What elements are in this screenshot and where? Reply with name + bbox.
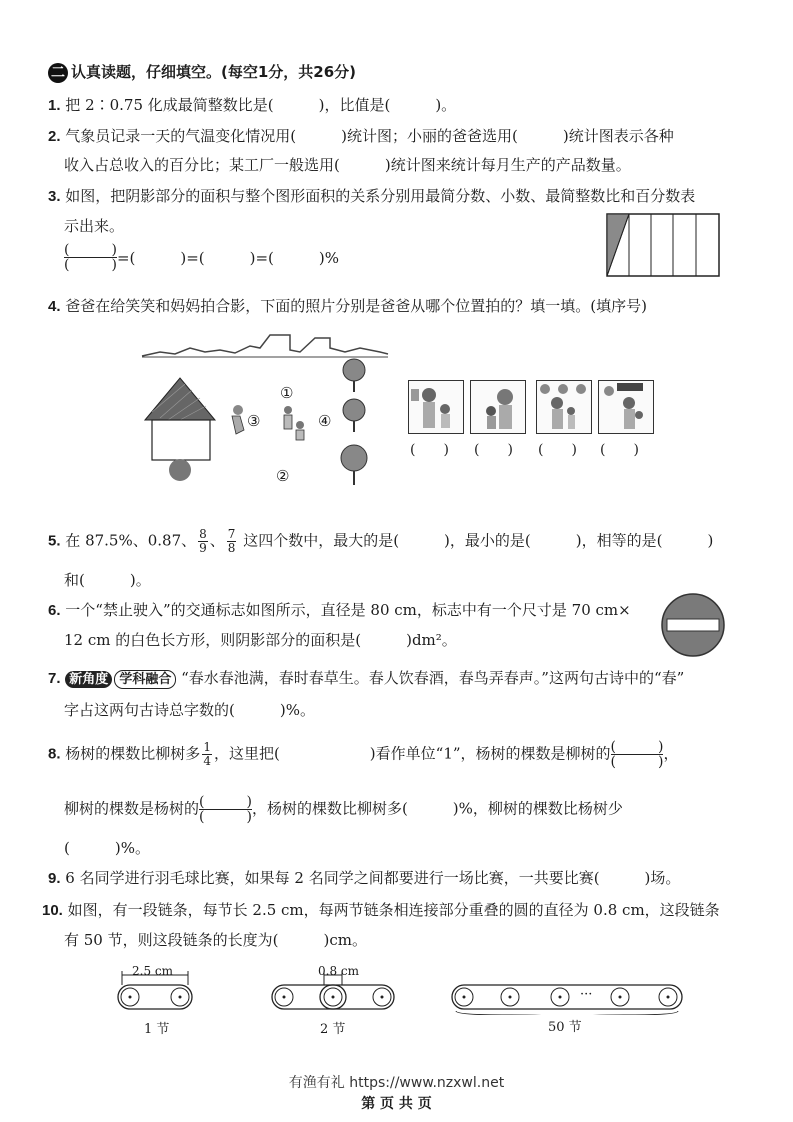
question-text: “春水春池满，春时春草生。春人饮春酒，春鸟弄春声。”这两句古诗中的“春” [181, 669, 685, 687]
caption-1-link: 1 节 [144, 1022, 170, 1037]
question-text: 气象员记录一天的气温变化情况用( )统计图；小丽的爸爸选用( )统计图表示各种 [65, 127, 674, 145]
question-text: 有 50 节，则这段链条的长度为( )cm。 [64, 931, 367, 949]
section-number-icon: 二 [48, 63, 68, 83]
numerator: 1 [203, 740, 211, 754]
question-8-line3 [64, 838, 150, 858]
question-text: 把 2∶0.75 化成最简整数比是( )，比值是( )。 [65, 96, 457, 114]
question-9 [48, 868, 680, 889]
shaded-rectangle-figure [606, 213, 720, 277]
denominator: 9 [199, 541, 207, 555]
section-header [48, 62, 356, 83]
position-mark-3: ③ [247, 412, 261, 430]
chain-fifty-link-figure [450, 975, 690, 1015]
question-3-answer-row [64, 243, 339, 272]
new-angle-badge: 新角度 [65, 671, 112, 688]
question-3-line2 [64, 216, 124, 236]
numerator: 8 [199, 527, 207, 541]
question-number: 6. [48, 602, 61, 619]
answer-blank-3[interactable]: ( ) [538, 442, 577, 458]
page-indicator: 第 页 共 页 [361, 1096, 432, 1112]
photo-position-scene [140, 330, 390, 500]
numerator: 7 [227, 527, 236, 541]
question-8 [48, 740, 679, 769]
question-text: 如图，把阴影部分的面积与整个图形面积的关系分别用最简分数、小数、最简整数比和百分数表 [65, 187, 696, 205]
fraction-blank [199, 795, 252, 824]
photo-option-3 [536, 380, 592, 434]
answer-blank-1[interactable]: ( ) [410, 442, 449, 458]
question-10 [42, 900, 720, 921]
question-text: 6 名同学进行羽毛球比赛，如果每 2 名同学之间都要进行一场比赛，一共要比赛( )场。 [65, 869, 681, 887]
question-text: 字占这两句古诗总字数的( )%。 [64, 701, 315, 719]
numerator-blank: ( ) [610, 739, 664, 755]
question-number: 8. [48, 745, 61, 763]
question-number: 2. [48, 128, 61, 145]
question-4 [48, 296, 647, 317]
denominator-blank: ( ) [199, 809, 252, 825]
dimension-0-8cm: 0.8 cm [318, 964, 359, 978]
no-entry-sign-icon [660, 592, 726, 658]
interdisciplinary-badge: 学科融合 [114, 670, 176, 689]
question-number: 9. [48, 870, 61, 887]
question-text: ，这里把( )看作单位“1”，杨树的棵数是柳树的 [213, 744, 611, 763]
question-text: 这四个数中，最大的是( )，最小的是( )，相等的是( ) [238, 531, 714, 550]
question-6 [48, 600, 631, 621]
fraction-blank [611, 740, 664, 769]
answer-blanks: =( )=( )=( )% [116, 249, 340, 267]
question-text: 爸爸在给笑笑和妈妈拍合影，下面的照片分别是爸爸从哪个位置拍的？填一填。(填序号) [65, 297, 648, 315]
question-text: 在 87.5%、0.87、 [65, 531, 197, 550]
numerator-blank: ( ) [64, 242, 117, 258]
question-5 [48, 528, 713, 555]
ellipsis: ··· [580, 987, 593, 1002]
position-mark-1: ① [280, 384, 294, 402]
denominator-blank: ( ) [64, 257, 117, 273]
question-number: 1. [48, 97, 61, 114]
question-text: 示出来。 [64, 217, 125, 235]
question-6-line2 [64, 630, 457, 650]
fraction-1-4 [202, 741, 212, 768]
question-text: 收入占总收入的百分比；某工厂一般选用( )统计图来统计每月生产的产品数量。 [64, 156, 631, 174]
dimension-2-5cm: 2.5 cm [132, 964, 173, 978]
question-1 [48, 95, 456, 116]
fraction-7-8 [227, 528, 237, 555]
fraction-blank [64, 243, 117, 272]
question-8-line2 [64, 795, 623, 824]
punctuation: ， [663, 744, 679, 763]
question-2-line2 [64, 155, 631, 175]
photo-option-1 [408, 380, 464, 434]
question-text: ，杨树的棵数比柳树多( )%，柳树的棵数比杨树少 [251, 799, 623, 818]
fraction-8-9 [198, 528, 208, 555]
question-number: 5. [48, 532, 61, 550]
caption-50-links: 50 节 [548, 1020, 582, 1035]
section-title: 认真读题，仔细填空。(每空1分，共26分) [71, 63, 357, 81]
photo-option-4 [598, 380, 654, 434]
answer-blank-4[interactable]: ( ) [600, 442, 639, 458]
photo-option-2 [470, 380, 526, 434]
denominator: 8 [227, 541, 236, 555]
question-2 [48, 126, 674, 147]
question-text: 如图，有一段链条，每节长 2.5 cm，每两节链条相连接部分重叠的圆的直径为 0.8 cm，这段链条 [67, 901, 720, 919]
question-text: 和( )。 [64, 571, 151, 589]
question-number: 10. [42, 902, 63, 919]
question-number: 3. [48, 188, 61, 205]
question-10-line2 [64, 930, 367, 950]
question-text: 杨树的棵数比柳树多 [65, 744, 201, 763]
question-number: 4. [48, 298, 61, 315]
question-text: ( )%。 [64, 839, 150, 857]
question-7 [48, 668, 684, 689]
question-5-line2 [64, 570, 151, 590]
question-text: 一个“禁止驶入”的交通标志如图所示，直径是 80 cm，标志中有一个尺寸是 70 cm× [65, 601, 631, 619]
question-text: 柳树的棵数是杨树的 [64, 799, 200, 818]
caption-2-links: 2 节 [320, 1022, 346, 1037]
question-3 [48, 186, 695, 207]
position-mark-4: ④ [318, 412, 332, 430]
denominator: 4 [203, 754, 211, 768]
separator: 、 [209, 531, 225, 550]
denominator-blank: ( ) [610, 754, 664, 770]
watermark: 有渔有礼 https://www.nzxwl.net [288, 1075, 505, 1091]
answer-blank-2[interactable]: ( ) [474, 442, 513, 458]
question-number: 7. [48, 670, 61, 687]
numerator-blank: ( ) [199, 794, 252, 810]
question-7-line2 [64, 700, 315, 720]
question-text: 12 cm 的白色长方形，则阴影部分的面积是( )dm²。 [64, 631, 457, 649]
position-mark-2: ② [276, 467, 290, 485]
